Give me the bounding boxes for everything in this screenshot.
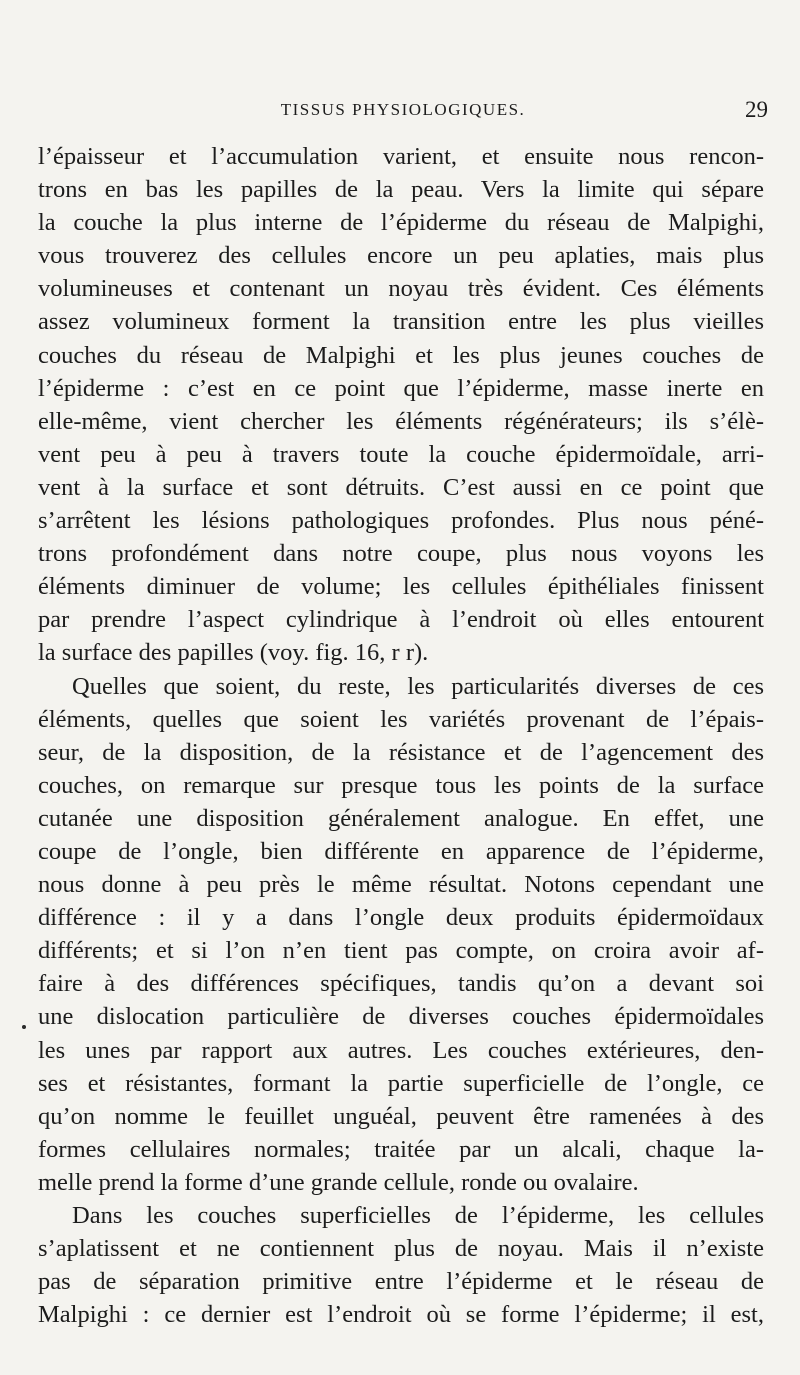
text-line: cutanée une disposition généralement analogue. En effet, une — [38, 804, 764, 832]
text-line: assez volumineux forment la transition entre les plus vieilles — [38, 308, 764, 336]
text-line: vous trouverez des cellules encore un peu aplaties, mais plus — [38, 242, 764, 270]
text-line: l’épiderme : c’est en ce point que l’épiderme, masse inerte en — [38, 374, 764, 402]
paragraph-start-line: Quelles que soient, du reste, les particularités diverses de ces — [72, 672, 764, 700]
text-line: s’aplatissent et ne contiennent plus de noyau. Mais il n’existe — [38, 1235, 764, 1263]
text-line: couches, on remarque sur presque tous les points de la surface — [38, 771, 764, 799]
text-line: l’épaisseur et l’accumulation varient, et ensuite nous rencon- — [38, 143, 764, 170]
text-line: éléments, quelles que soient les variétés provenant de l’épais- — [38, 705, 764, 733]
text-line: s’arrêtent les lésions pathologiques profondes. Plus nous péné- — [38, 507, 764, 535]
text-line: les unes par rapport aux autres. Les couches extérieures, den- — [38, 1036, 764, 1064]
text-line: coupe de l’ongle, bien différente en apparence de l’épiderme, — [38, 837, 764, 865]
running-title: TISSUS PHYSIOLOGIQUES. — [280, 100, 526, 119]
text-line: par prendre l’aspect cylindrique à l’endroit où elles entourent — [38, 606, 764, 634]
text-line: Malpighi : ce dernier est l’endroit où se forme l’épiderme; il est, — [38, 1301, 764, 1329]
paragraph-end-line: melle prend la forme d’une grande cellule, ronde ou ovalaire. — [38, 1168, 639, 1196]
text-line: la couche la plus interne de l’épiderme du réseau de Malpighi, — [38, 209, 764, 237]
text-line: différents; et si l’on n’en tient pas compte, on croira avoir af- — [38, 937, 764, 965]
ink-speck — [22, 1025, 26, 1029]
text-line: seur, de la disposition, de la résistance et de l’agencement des — [38, 738, 764, 766]
text-line: une dislocation particulière de diverses couches épidermoïdales — [38, 1003, 764, 1031]
page-number: 29 — [745, 97, 768, 122]
text-line: ses et résistantes, formant la partie superficielle de l’ongle, ce — [38, 1069, 764, 1097]
text-line: éléments diminuer de volume; les cellules épithéliales finissent — [38, 573, 764, 601]
text-line: formes cellulaires normales; traitée par un alcali, chaque la- — [38, 1135, 764, 1163]
text-line: vent peu à peu à travers toute la couche épidermoïdale, arri- — [38, 440, 764, 468]
text-line: nous donne à peu près le même résultat. Notons cependant une — [38, 871, 764, 899]
running-head — [38, 97, 768, 128]
text-line: elle-même, vient chercher les éléments régénérateurs; ils s’élè- — [38, 407, 764, 435]
text-line: trons en bas les papilles de la peau. Vers la limite qui sépare — [38, 176, 764, 204]
paragraph-start-line: Dans les couches superficielles de l’épiderme, les cellules — [72, 1202, 764, 1229]
text-line: couches du réseau de Malpighi et les plus jeunes couches de — [38, 341, 764, 369]
body-text — [38, 140, 764, 1331]
text-line: qu’on nomme le feuillet unguéal, peuvent être ramenées à des — [38, 1102, 764, 1130]
text-line: trons profondément dans notre coupe, plus nous voyons les — [38, 540, 764, 568]
text-line: vent à la surface et sont détruits. C’est aussi en ce point que — [38, 473, 764, 501]
text-line: différence : il y a dans l’ongle deux produits épidermoïdaux — [38, 904, 764, 932]
text-line: pas de séparation primitive entre l’épiderme et le réseau de — [38, 1268, 764, 1296]
paragraph-end-line: la surface des papilles (voy. fig. 16, r r). — [38, 639, 429, 667]
text-line: volumineuses et contenant un noyau très évident. Ces éléments — [38, 275, 764, 303]
text-line: faire à des différences spécifiques, tandis qu’on a devant soi — [38, 970, 764, 998]
